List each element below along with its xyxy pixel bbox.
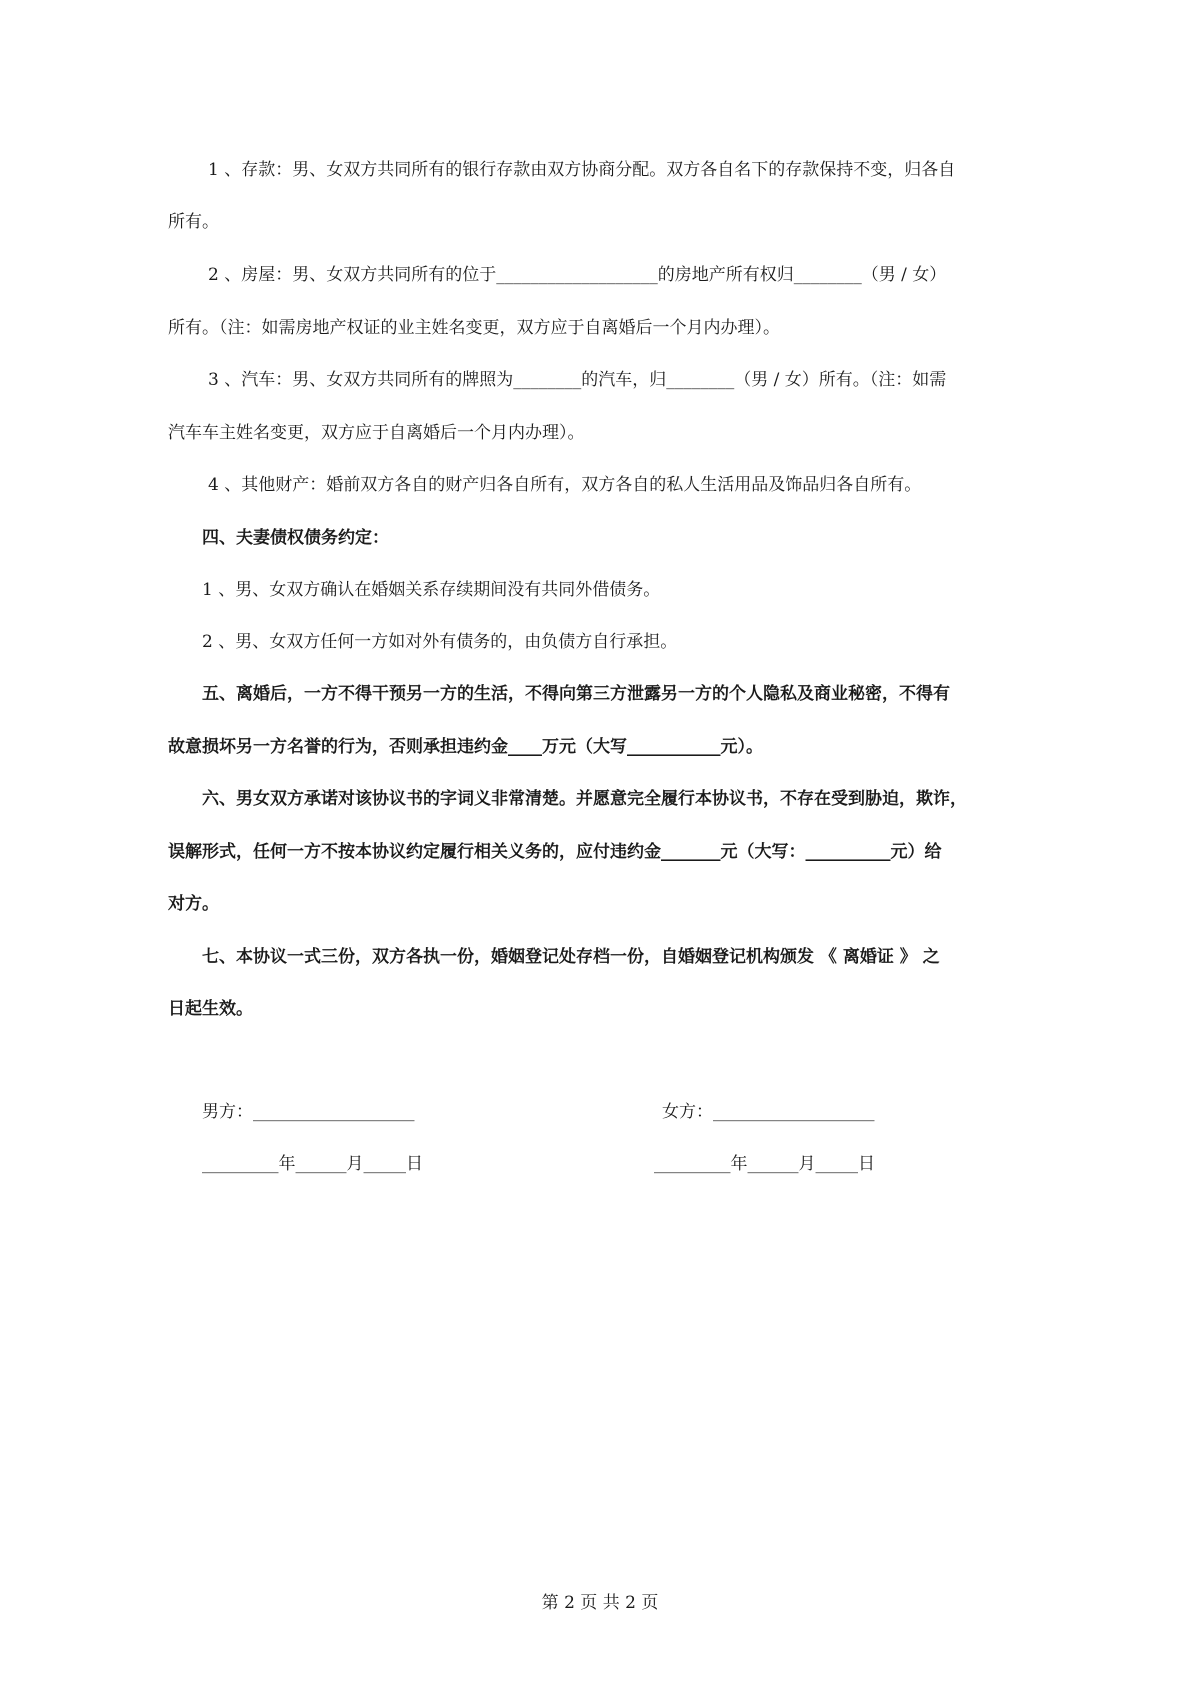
house-line-2: 所有。（注：如需房地产权证的业主姓名变更，双方应于自离婚后一个月内办理）。 [168,318,780,338]
section-4-heading: 四、夫妻债权债务约定： [202,528,389,548]
car-line-2: 汽车车主姓名变更，双方应于自离婚后一个月内办理）。 [168,423,585,443]
section-6-line-2: 误解形式，任何一方不按本协议约定履行相关义务的，应付违约金_______元（大写：__________元）给 [168,842,942,862]
car-line-1: 3 、汽车：男、女双方共同所有的牌照为________的汽车，归________（男 / 女）所有。（注：如需 [208,370,947,390]
male-date-field: _________年______月_____日 [202,1154,423,1174]
section-6-line-1: 六、男女双方承诺对该协议书的字词义非常清楚。并愿意完全履行本协议书，不存在受到胁迫，欺诈， [202,789,967,809]
section-6-line-3: 对方。 [168,894,219,914]
section-5-line-1: 五、离婚后，一方不得干预另一方的生活，不得向第三方泄露另一方的个人隐私及商业秘密，不得有 [202,684,950,704]
section-5-line-2: 故意损坏另一方名誉的行为，否则承担违约金____万元（大写___________元）。 [168,737,763,757]
male-signature-field: 男方：___________________ [202,1102,415,1122]
section-7-line-2: 日起生效。 [168,999,253,1019]
section-7-line-1: 七、本协议一式三份，双方各执一份，婚姻登记处存档一份，自婚姻登记机构颁发 《 离婚证 》 之 [202,947,940,967]
other-property-line: 4 、其他财产：婚前双方各自的财产归各自所有，双方各自的私人生活用品及饰品归各自所有。 [208,475,922,495]
page-number-footer: 第 2 页 共 2 页 [541,1593,659,1613]
female-date-field: _________年______月_____日 [654,1154,875,1174]
deposit-line-2: 所有。 [168,212,219,232]
section-4-item-1: 1 、男、女双方确认在婚姻关系存续期间没有共同外借债务。 [202,580,661,600]
house-line-1: 2 、房屋：男、女双方共同所有的位于___________________的房地产所有权归________（男 / 女） [208,265,947,285]
deposit-line-1: 1 、存款：男、女双方共同所有的银行存款由双方协商分配。双方各自名下的存款保持不变，归各自 [208,160,956,180]
section-4-item-2: 2 、男、女双方任何一方如对外有债务的，由负债方自行承担。 [202,632,678,652]
female-signature-field: 女方：___________________ [662,1102,875,1122]
